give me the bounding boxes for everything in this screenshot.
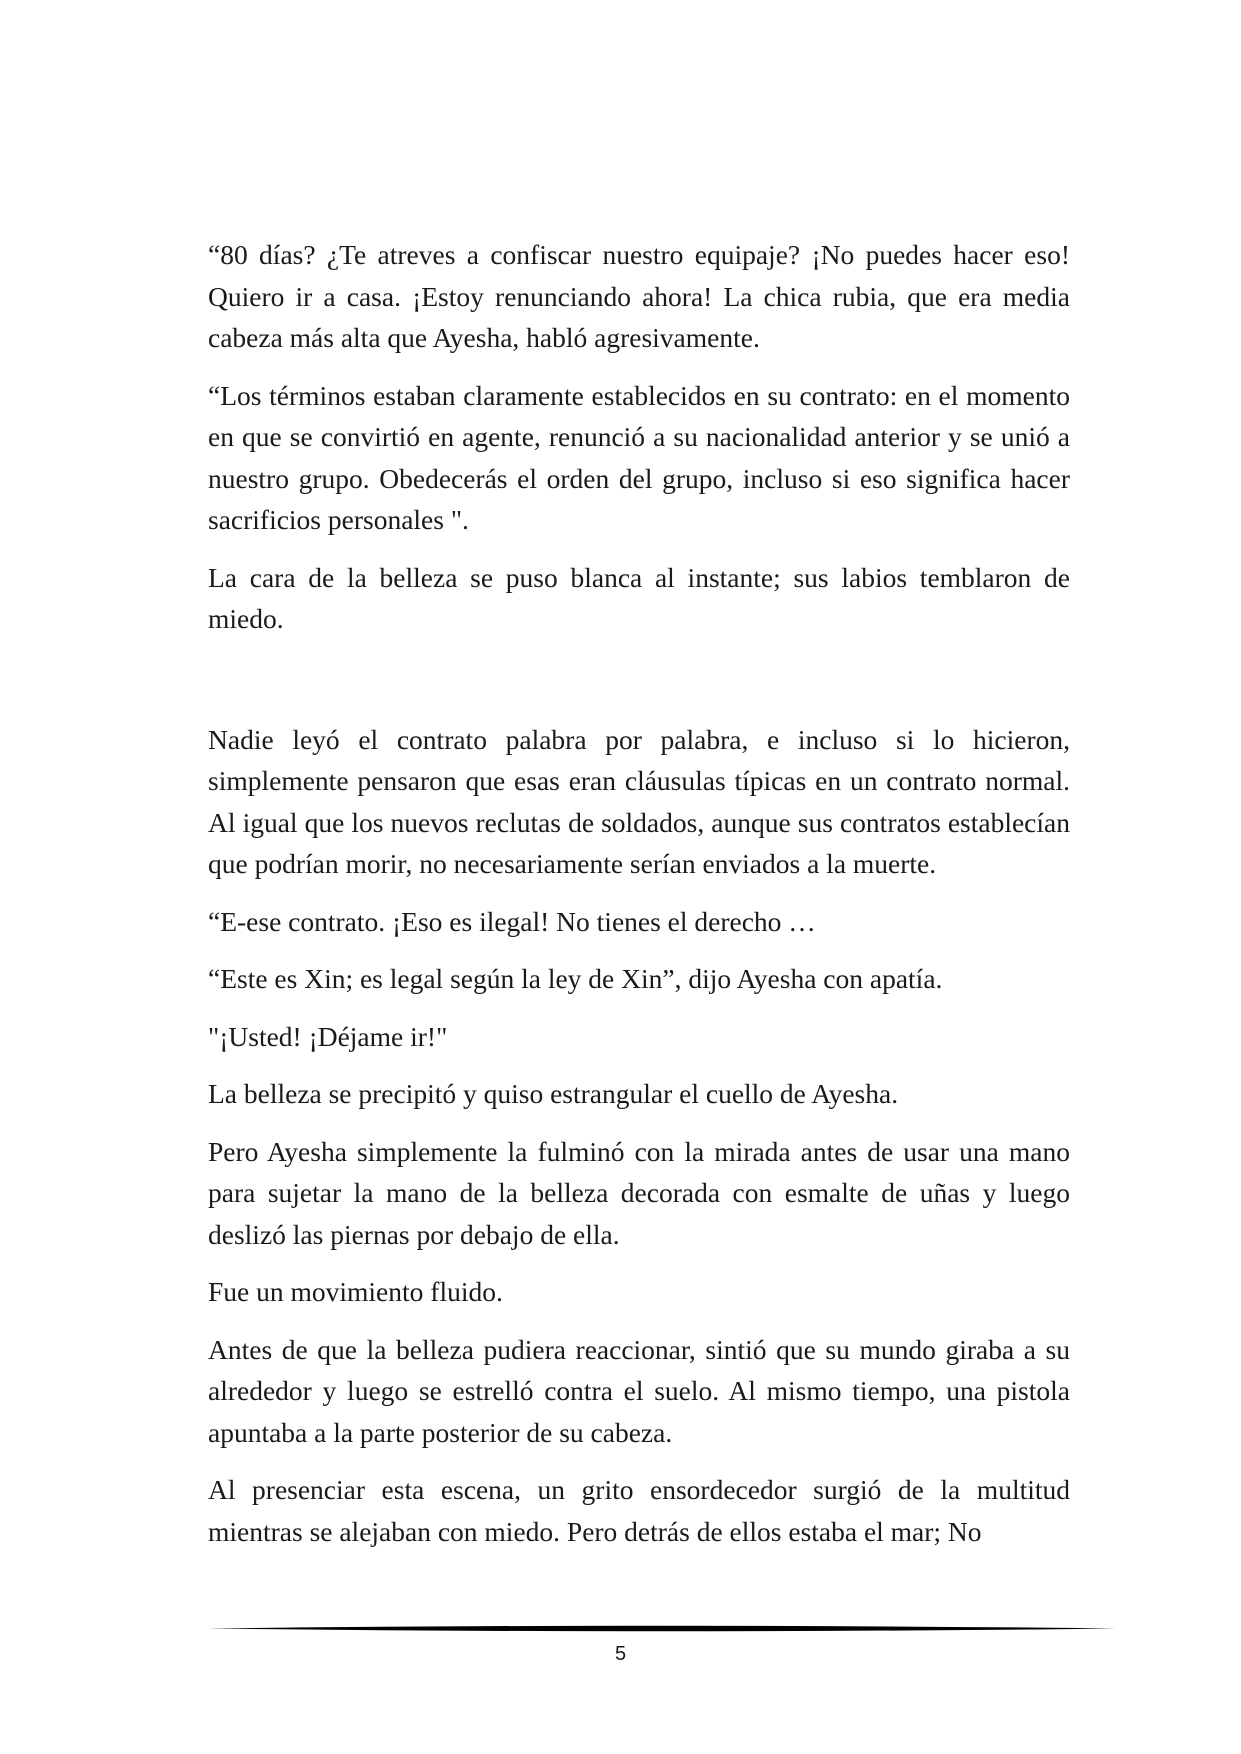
paragraph: “Este es Xin; es legal según la ley de Xin”, dijo Ayesha con apatía. — [208, 963, 943, 994]
paragraph: Pero Ayesha simplemente la fulminó con la mirada antes de usar una mano para sujetar la mano de la belleza decorada con esmalte de uñas y luego deslizó las piernas por debajo de ella. — [208, 1135, 1070, 1250]
footer-rule-swash — [208, 1626, 1116, 1632]
paragraph: La belleza se precipitó y quiso estrangular el cuello de Ayesha. — [208, 1078, 899, 1109]
paragraph: Antes de que la belleza pudiera reaccionar, sintió que su mundo giraba a su alrededor y luego se estrelló contra el suelo. Al mismo tiempo, una pistola apuntaba a la parte posterior de su cabeza. — [208, 1333, 1070, 1448]
paragraph: Al presenciar esta escena, un grito ensordecedor surgió de la multitud mientras se alejaban con miedo. Pero detrás de ellos estaba el mar; No — [208, 1474, 1070, 1547]
paragraph: La cara de la belleza se puso blanca al instante; sus labios temblaron de miedo. — [208, 561, 1070, 634]
page-number: 5 — [614, 1643, 627, 1665]
paragraph: “80 días? ¿Te atreves a confiscar nuestro equipaje? ¡No puedes hacer eso! Quiero ir a casa. ¡Estoy renunciando ahora! La chica rubia, que era media cabeza más alta que Ayesha, habló agresivamente. — [208, 239, 1070, 353]
paragraph: “E-ese contrato. ¡Eso es ilegal! No tienes el derecho … — [208, 905, 816, 937]
body-text — [208, 234, 1070, 1568]
footer-rule — [208, 1624, 1116, 1633]
paragraph: Fue un movimiento fluido. — [208, 1276, 503, 1307]
paragraph: Nadie leyó el contrato palabra por palabra, e incluso si lo hicieron, simplemente pensaron que esas eran cláusulas típicas en un contrato normal. Al igual que los nuevos reclutas de soldados, aunque sus contratos establecían que podrían morir, no necesariamente serían enviados a la muerte. — [208, 723, 1070, 879]
paragraph: “Los términos estaban claramente establecidos en su contrato: en el momento en que se convirtió en agente, renunció a su nacionalidad anterior y se unió a nuestro grupo. Obedecerás el orden del grupo, incluso si eso significa hacer sacrificios personales ". — [208, 379, 1070, 535]
paragraph: "¡Usted! ¡Déjame ir!" — [208, 1020, 448, 1052]
